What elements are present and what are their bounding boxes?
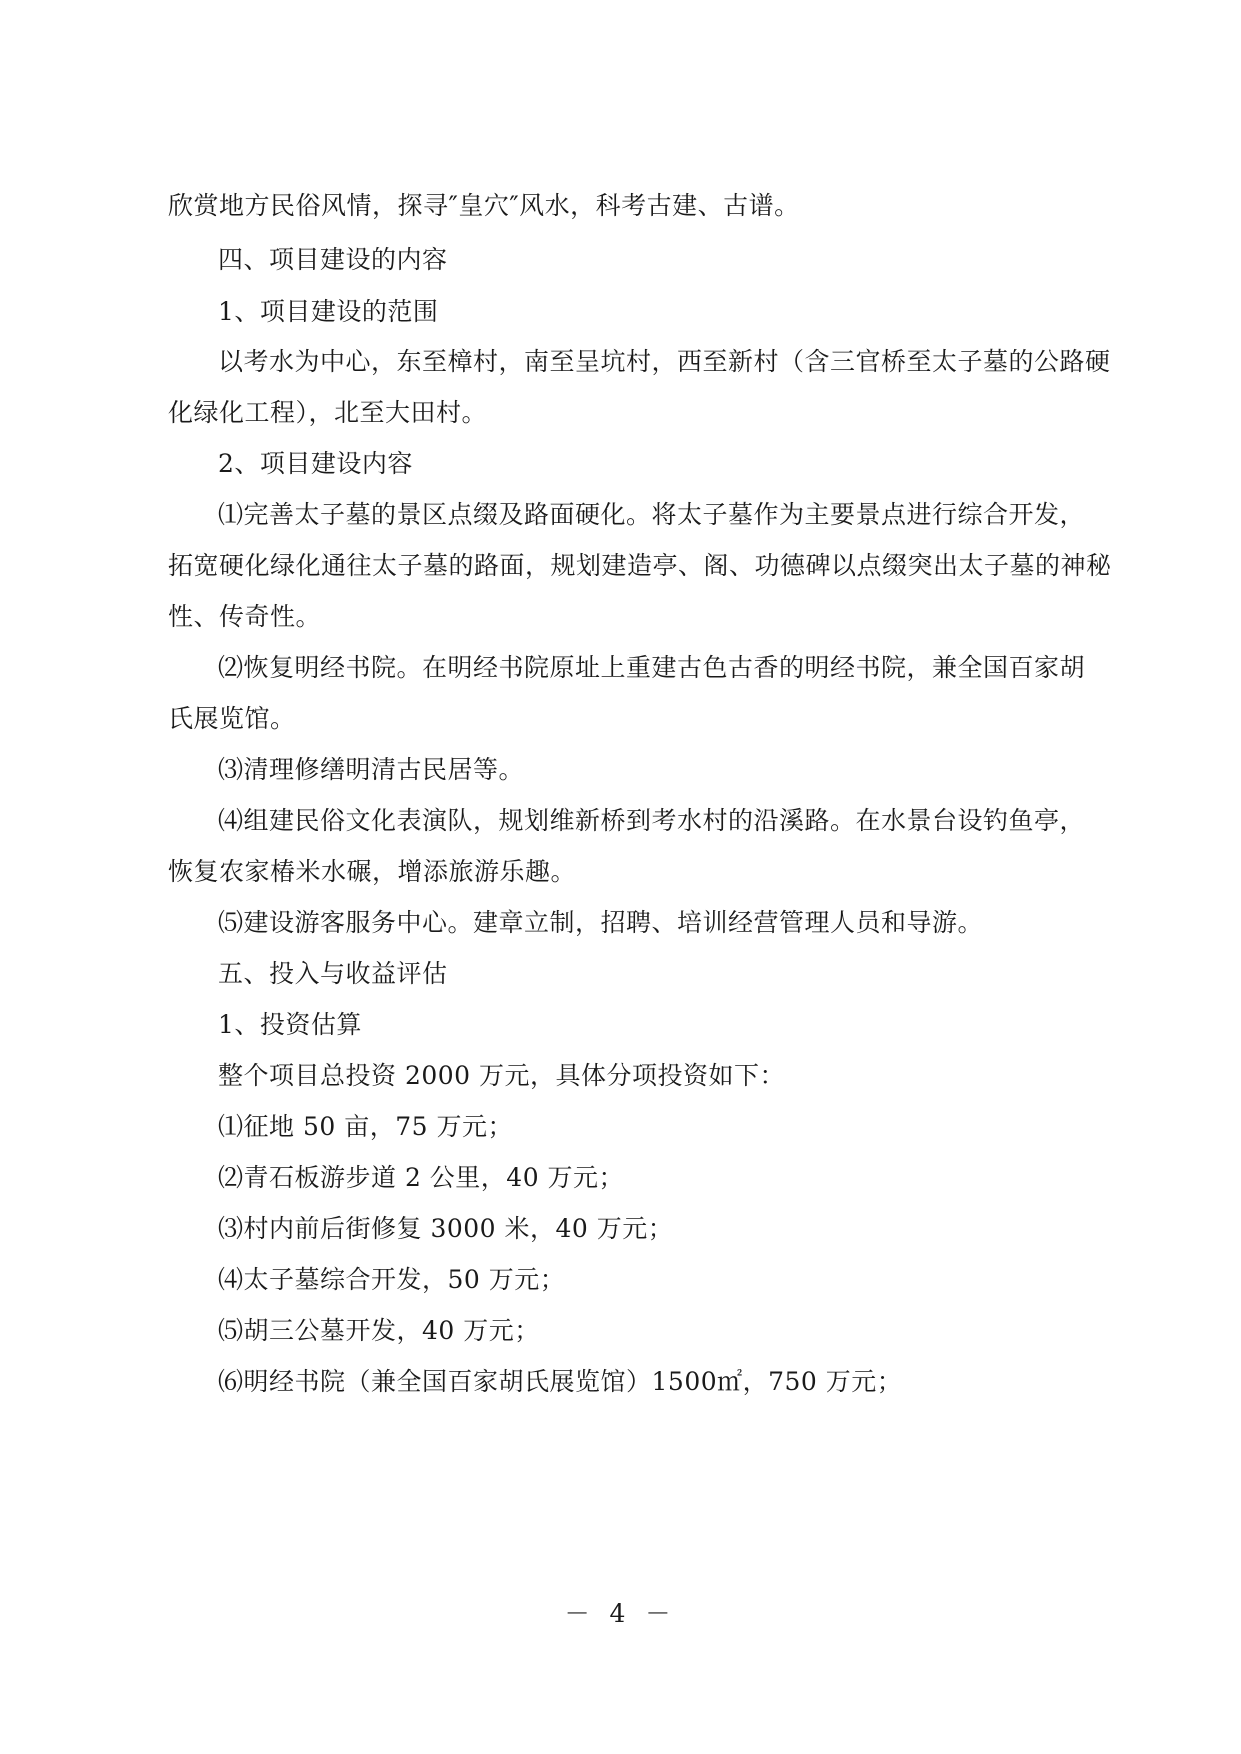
list-item: ⑶村内前后街修复 3000 米，40 万元； [218, 1214, 674, 1243]
paragraph-line: 化绿化工程），北至大田村。 [168, 398, 488, 427]
list-item: ⑵恢复明经书院。在明经书院原址上重建古色古香的明经书院，兼全国百家胡 [218, 653, 1086, 682]
paragraph-line: 氏展览馆。 [168, 704, 296, 733]
section-heading: 四、项目建设的内容 [218, 245, 448, 274]
section-heading: 五、投入与收益评估 [218, 959, 448, 988]
paragraph-line: 整个项目总投资 2000 万元，具体分项投资如下： [218, 1061, 786, 1090]
list-item: ⑸建设游客服务中心。建章立制，招聘、培训经营管理人员和导游。 [218, 908, 984, 937]
list-item: ⑷太子墓综合开发，50 万元； [218, 1265, 566, 1294]
list-item: ⑴完善太子墓的景区点缀及路面硬化。将太子墓作为主要景点进行综合开发， [218, 500, 1086, 529]
paragraph-line: 恢复农家椿米水碾，增添旅游乐趣。 [168, 857, 577, 886]
subsection-heading: 2、项目建设内容 [218, 449, 413, 478]
page-number: － 4 － [564, 1599, 677, 1628]
paragraph-line: 以考水为中心，东至樟村，南至呈坑村，西至新村（含三官桥至太子墓的公路硬 [218, 347, 1111, 376]
subsection-heading: 1、投资估算 [218, 1010, 362, 1039]
list-item: ⑹明经书院（兼全国百家胡氏展览馆）1500㎡，750 万元； [218, 1367, 903, 1396]
paragraph-line: 性、传奇性。 [168, 602, 322, 631]
paragraph-line: 拓宽硬化绿化通往太子墓的路面，规划建造亭、阁、功德碑以点缀突出太子墓的神秘 [168, 551, 1112, 580]
list-item: ⑷组建民俗文化表演队，规划维新桥到考水村的沿溪路。在水景台设钓鱼亭， [218, 806, 1086, 835]
list-item: ⑴征地 50 亩，75 万元； [218, 1112, 513, 1141]
paragraph-line: 欣赏地方民俗风情，探寻″皇穴″风水，科考古建、古谱。 [168, 191, 800, 220]
list-item: ⑸胡三公墓开发，40 万元； [218, 1316, 540, 1345]
list-item: ⑶清理修缮明清古民居等。 [218, 755, 525, 784]
list-item: ⑵青石板游步道 2 公里，40 万元； [218, 1163, 625, 1192]
subsection-heading: 1、项目建设的范围 [218, 297, 439, 326]
